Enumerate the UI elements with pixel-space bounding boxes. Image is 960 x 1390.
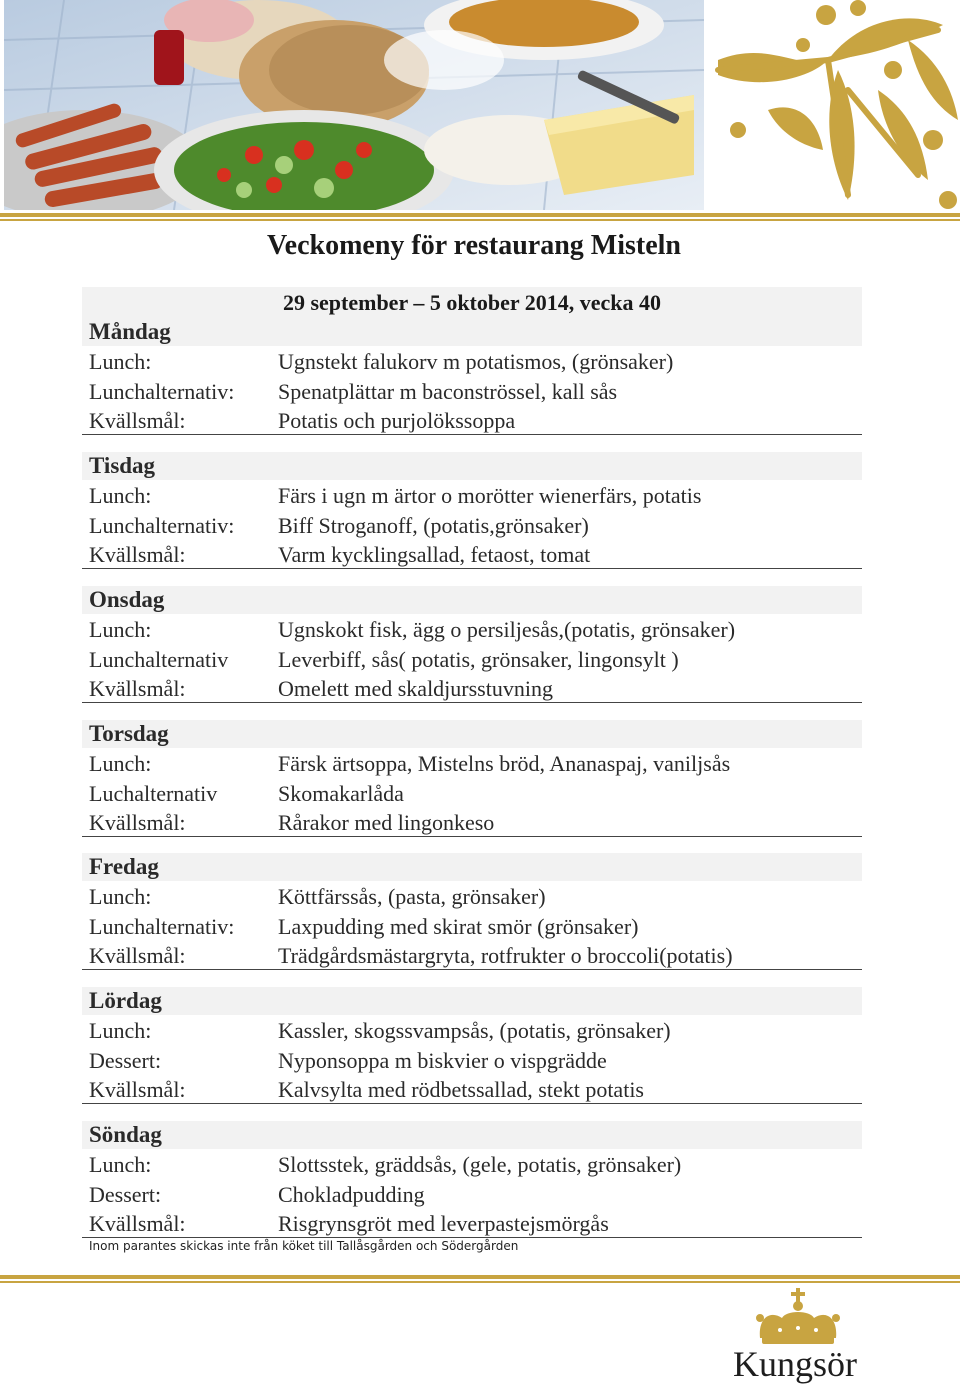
meal-dish: Biff Stroganoff, (potatis,grönsaker) (278, 512, 589, 538)
day-name: Måndag (89, 319, 171, 344)
day-header (82, 987, 862, 1015)
meal-label: Lunchalternativ: (89, 512, 235, 538)
meal-dish: Kalvsylta med rödbetssallad, stekt potatis (278, 1077, 644, 1102)
meal-dish: Färsk ärtsoppa, Mistelns bröd, Ananaspaj, vaniljsås (278, 751, 731, 776)
meal-label: Lunch: (89, 1152, 152, 1177)
meal-dish: Spenatplättar m baconströssel, kall sås (278, 378, 618, 404)
gold-rule-top (0, 213, 960, 217)
meal-dish: Risgrynsgröt med leverpastejsmörgås (278, 1211, 609, 1236)
gold-rule-bottom (0, 1275, 960, 1279)
day-name: Fredag (89, 854, 159, 879)
day-header (82, 1121, 862, 1149)
meal-label: Kvällsmål: (89, 943, 186, 968)
meal-label: Kvällsmål: (89, 810, 186, 835)
page-title: Veckomeny för restaurang Misteln (267, 230, 681, 261)
day-header (82, 586, 862, 614)
meal-label: Luchalternativ (89, 780, 218, 806)
meal-dish: Rårakor med lingonkeso (278, 810, 495, 835)
day-separator (82, 969, 862, 970)
kungsor-logo-text: Kungsör (733, 1344, 857, 1384)
day-name: Söndag (89, 1122, 162, 1147)
meal-dish: Ugnskokt fisk, ägg o persiljesås,(potatis, grönsaker) (278, 617, 736, 642)
day-separator (82, 1237, 862, 1238)
day-separator (82, 836, 862, 837)
meal-dish: Kassler, skogssvampsås, (potatis, grönsaker) (278, 1018, 671, 1043)
meal-dish: Slottsstek, gräddsås, (gele, potatis, grönsaker) (278, 1152, 682, 1177)
meal-label: Lunch: (89, 884, 152, 909)
day-header (82, 720, 862, 748)
meal-label: Dessert: (89, 1047, 162, 1073)
day-header (82, 318, 862, 346)
meal-label: Kvällsmål: (89, 676, 186, 701)
meal-dish: Leverbiff, sås( potatis, grönsaker, lingonsylt ) (278, 646, 679, 672)
day-name: Onsdag (89, 587, 165, 612)
day-separator (82, 702, 862, 703)
meal-label: Lunch: (89, 617, 152, 642)
meal-dish: Trädgårdsmästargryta, rotfrukter o broccoli(potatis) (278, 943, 733, 968)
meal-dish: Färs i ugn m ärtor o morötter wienerfärs, potatis (278, 483, 702, 508)
meal-dish: Varm kycklingsallad, fetaost, tomat (278, 542, 591, 567)
day-separator (82, 434, 862, 435)
day-name: Torsdag (89, 721, 169, 746)
meal-dish: Köttfärssås, (pasta, grönsaker) (278, 884, 546, 909)
meal-dish: Ugnstekt falukorv m potatismos, (grönsaker) (278, 349, 674, 374)
mistletoe-decoration (708, 0, 960, 212)
meal-dish: Omelett med skaldjursstuvning (278, 676, 553, 701)
meal-label: Kvällsmål: (89, 542, 186, 567)
meal-dish: Skomakarlåda (278, 780, 404, 806)
day-separator (82, 1103, 862, 1104)
meal-label: Lunchalternativ: (89, 378, 235, 404)
meal-label: Kvällsmål: (89, 408, 186, 433)
meal-dish: Potatis och purjolökssoppa (278, 408, 516, 433)
meal-label: Lunch: (89, 483, 152, 508)
day-header (82, 452, 862, 480)
meal-label: Lunch: (89, 349, 152, 374)
day-separator (82, 568, 862, 569)
day-header (82, 853, 862, 881)
gold-rule-bottom-thin (0, 1281, 960, 1283)
gold-rule-top-thin (0, 219, 960, 221)
meal-label: Lunchalternativ: (89, 913, 235, 939)
meal-label: Lunchalternativ (89, 646, 229, 672)
meal-label: Dessert: (89, 1181, 162, 1207)
food-buffet-photo (4, 0, 704, 210)
meal-label: Kvällsmål: (89, 1077, 186, 1102)
meal-dish: Nyponsoppa m biskvier o vispgrädde (278, 1047, 607, 1073)
week-heading: 29 september – 5 oktober 2014, vecka 40 (82, 287, 862, 319)
meal-label: Lunch: (89, 751, 152, 776)
meal-label: Kvällsmål: (89, 1211, 186, 1236)
day-name: Tisdag (89, 453, 156, 478)
meal-dish: Laxpudding med skirat smör (grönsaker) (278, 913, 639, 939)
day-name: Lördag (89, 988, 162, 1013)
footnote: Inom parantes skickas inte från köket till Tallåsgården och Södergården (89, 1239, 519, 1253)
meal-dish: Chokladpudding (278, 1181, 425, 1207)
meal-label: Lunch: (89, 1018, 152, 1043)
